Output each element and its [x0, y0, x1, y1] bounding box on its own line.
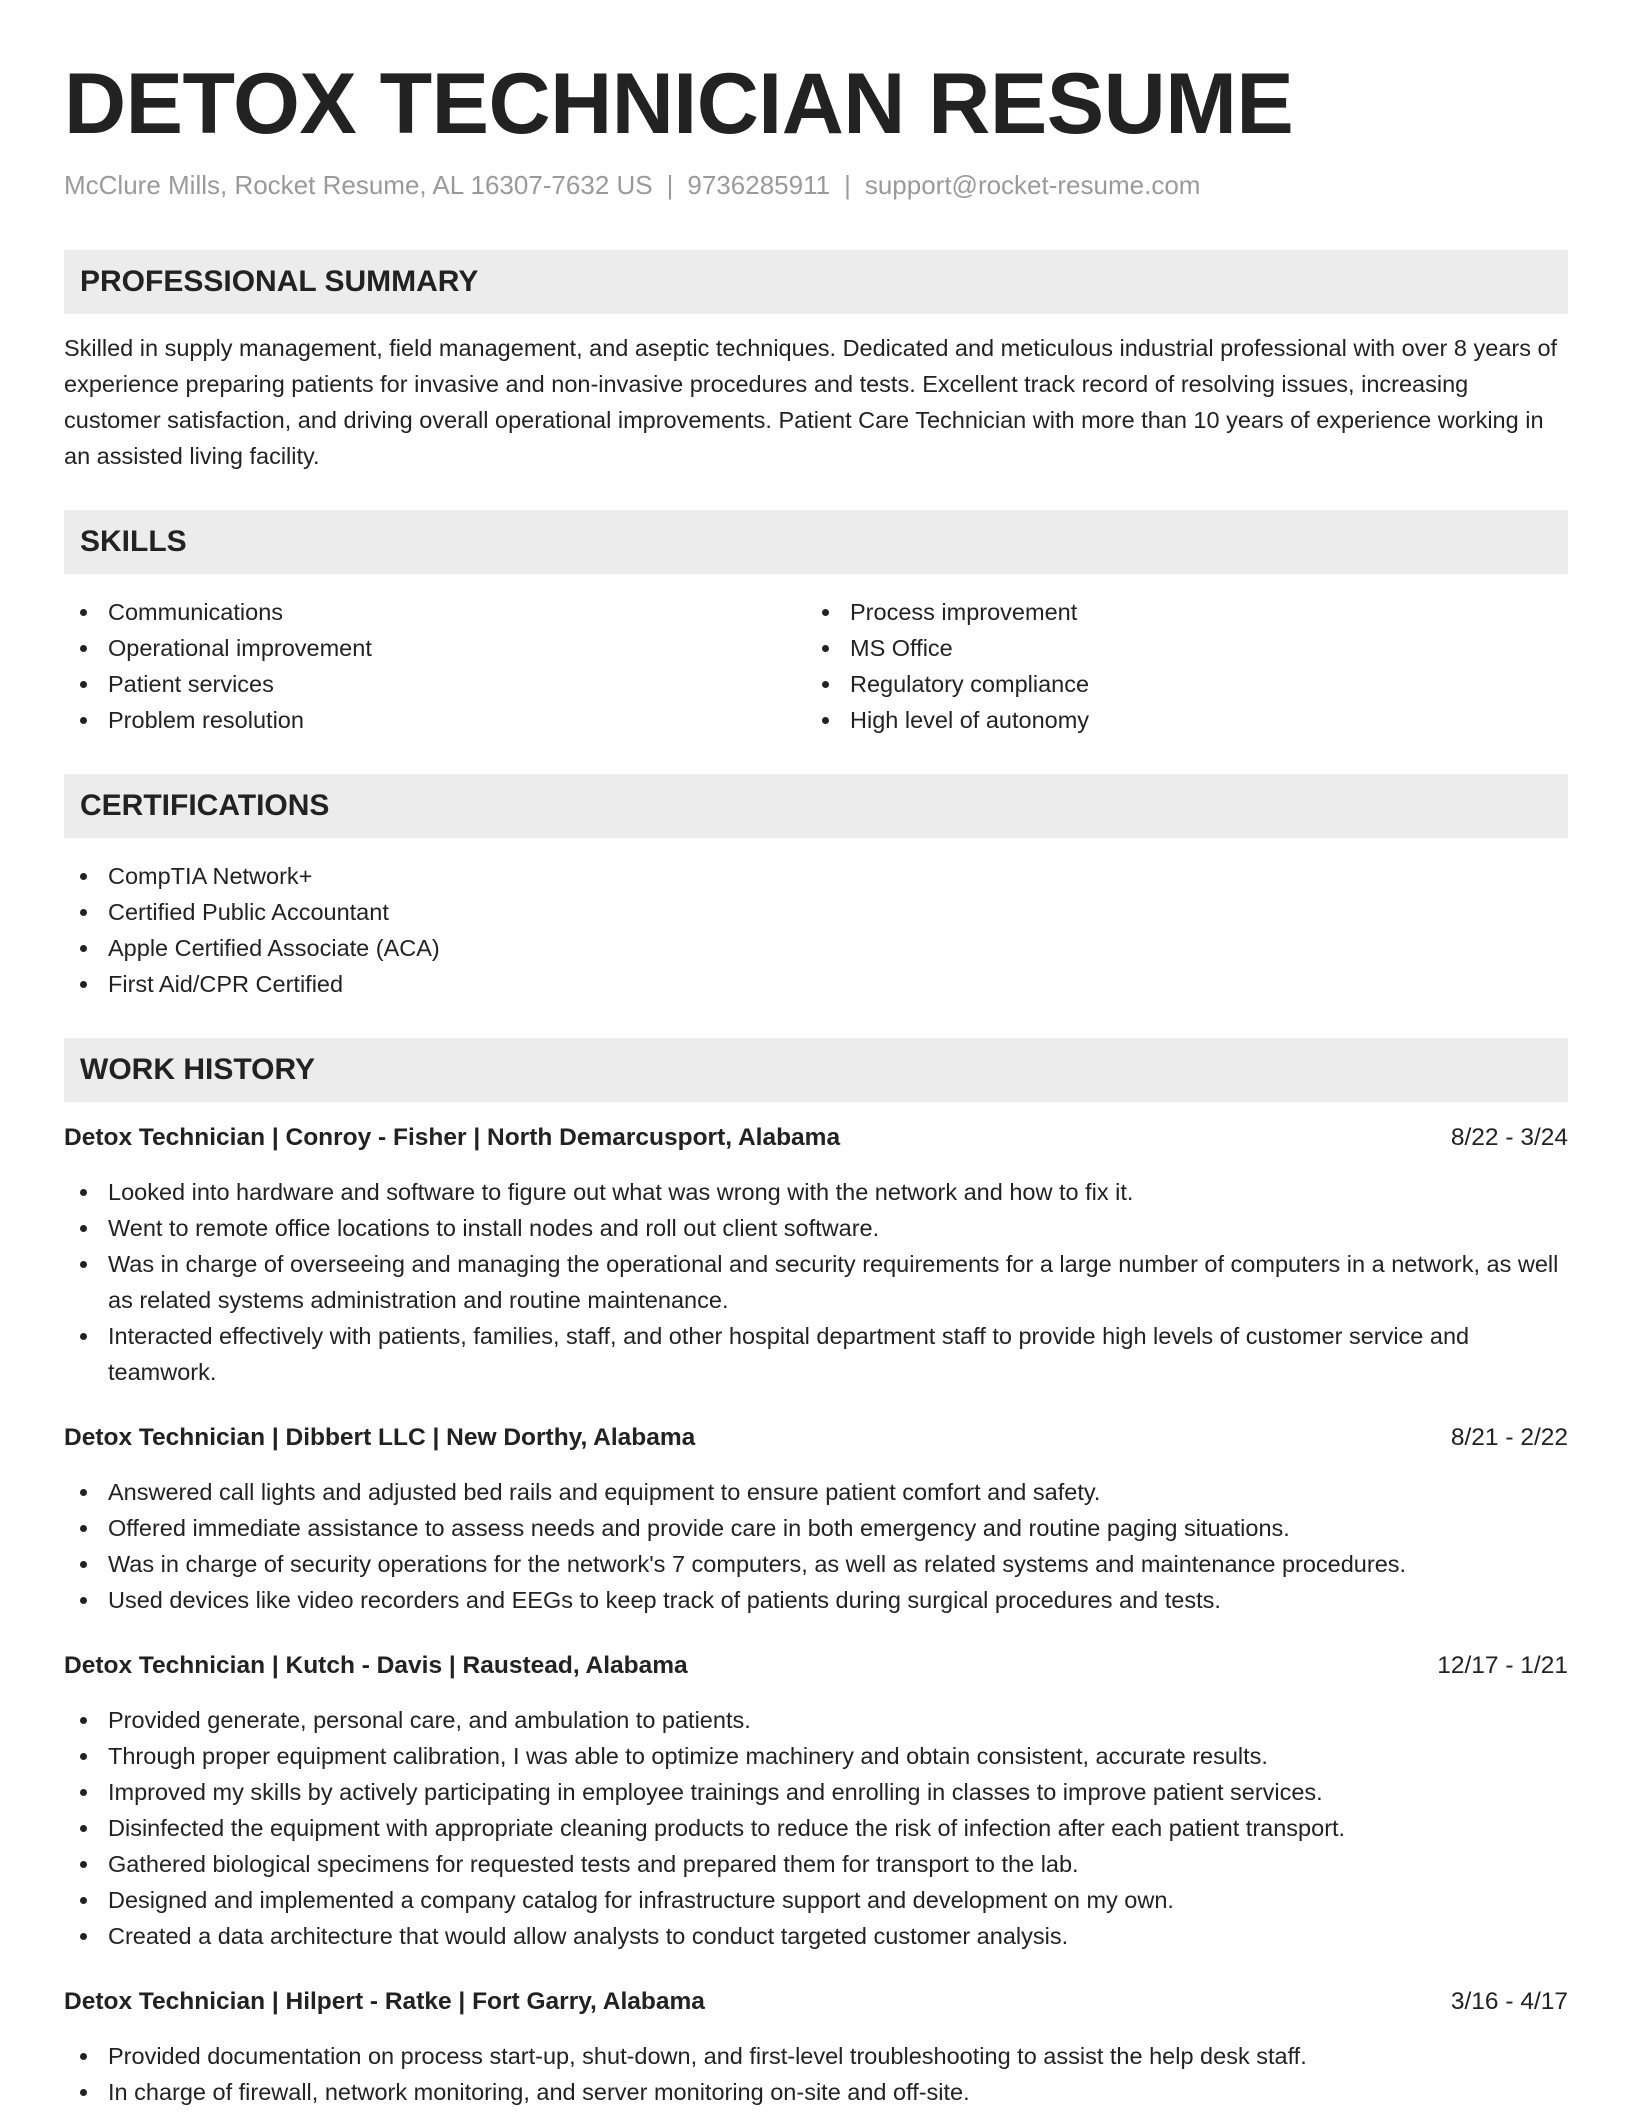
- job-bullet: In charge of firewall, network monitoring, and server monitoring on-site and off-site.: [64, 2074, 1568, 2110]
- job-dates: 8/22 - 3/24: [1450, 1124, 1568, 1151]
- contact-address: McClure Mills, Rocket Resume, AL 16307-7632 US: [64, 170, 653, 200]
- job-bullet: Disinfected the equipment with appropriate cleaning products to reduce the risk of infection after each patient transport.: [64, 1810, 1568, 1846]
- contact-phone: 9736285911: [687, 170, 831, 200]
- section-header-skills: SKILLS: [64, 510, 1568, 574]
- job-entry: [64, 1984, 1568, 2110]
- job-bullets: [64, 1174, 1568, 1390]
- job-dates: 3/16 - 4/17: [1450, 1988, 1568, 2015]
- skill-item: Problem resolution: [64, 702, 806, 738]
- job-bullet: Improved my skills by actively participating in employee trainings and enrolling in classes to improve patient services.: [64, 1774, 1568, 1810]
- job-bullet: Went to remote office locations to install nodes and roll out client software.: [64, 1210, 1568, 1246]
- contact-email[interactable]: support@rocket-resume.com: [864, 170, 1201, 200]
- job-bullet: Provided documentation on process start-up, shut-down, and first-level troubleshooting to assist the help desk staff.: [64, 2038, 1568, 2074]
- summary-text: Skilled in supply management, field management, and aseptic techniques. Dedicated and meticulous industrial professional with over 8 years of experience preparing patients for invasive and non-invasive procedures and tests. Excellent track record of resolving issues, increasing customer satisfaction, and driving overall operational improvements. Patient Care Technician with more than 10 years of experience working in an assisted living facility.: [64, 335, 1558, 469]
- job-bullets: [64, 2038, 1568, 2110]
- job-bullet: Was in charge of overseeing and managing the operational and security requirements for a large number of computers in a network, as well as related systems administration and routine maintenance.: [64, 1246, 1568, 1318]
- certifications-list: [64, 858, 1568, 1002]
- job-dates: 8/21 - 2/22: [1450, 1424, 1568, 1451]
- job-bullet: Provided generate, personal care, and ambulation to patients.: [64, 1702, 1568, 1738]
- certification-item: Certified Public Accountant: [64, 894, 1568, 930]
- job-title: Detox Technician | Kutch - Davis | Raustead, Alabama: [64, 1652, 688, 1679]
- skill-item: Operational improvement: [64, 630, 806, 666]
- job-title: Detox Technician | Dibbert LLC | New Dorthy, Alabama: [64, 1424, 696, 1451]
- job-bullet: Was in charge of security operations for the network's 7 computers, as well as related systems and maintenance procedures.: [64, 1546, 1568, 1582]
- job-bullets: [64, 1474, 1568, 1618]
- section-header-work-history: WORK HISTORY: [64, 1038, 1568, 1102]
- job-bullet: Answered call lights and adjusted bed rails and equipment to ensure patient comfort and safety.: [64, 1474, 1568, 1510]
- job-bullet: Interacted effectively with patients, families, staff, and other hospital department staff to provide high levels of customer service and teamwork.: [64, 1318, 1568, 1390]
- skill-item: Regulatory compliance: [806, 666, 1548, 702]
- skill-item: Communications: [64, 594, 806, 630]
- certification-item: CompTIA Network+: [64, 858, 1568, 894]
- skills-grid: [64, 594, 1568, 738]
- skill-item: High level of autonomy: [806, 702, 1548, 738]
- job-entry: [64, 1648, 1568, 1954]
- job-bullet: Offered immediate assistance to assess needs and provide care in both emergency and routine paging situations.: [64, 1510, 1568, 1546]
- resume-title: DETOX TECHNICIAN RESUME: [64, 56, 1294, 152]
- job-header: [64, 1648, 1568, 1684]
- job-header: [64, 1984, 1568, 2020]
- job-bullet: Looked into hardware and software to figure out what was wrong with the network and how to fix it.: [64, 1174, 1568, 1210]
- skills-column-right: [806, 594, 1548, 738]
- job-entry: [64, 1420, 1568, 1618]
- job-bullet: Designed and implemented a company catalog for infrastructure support and development on my own.: [64, 1882, 1568, 1918]
- certification-item: First Aid/CPR Certified: [64, 966, 1568, 1002]
- contact-line: [64, 168, 1568, 202]
- certification-item: Apple Certified Associate (ACA): [64, 930, 1568, 966]
- job-entry: [64, 1120, 1568, 1390]
- section-header-summary: PROFESSIONAL SUMMARY: [64, 250, 1568, 314]
- job-title: Detox Technician | Conroy - Fisher | North Demarcusport, Alabama: [64, 1124, 841, 1151]
- contact-separator: |: [666, 170, 674, 200]
- job-title: Detox Technician | Hilpert - Ratke | Fort Garry, Alabama: [64, 1988, 705, 2015]
- skill-item: Process improvement: [806, 594, 1548, 630]
- job-dates: 12/17 - 1/21: [1437, 1652, 1568, 1679]
- section-header-certifications: CERTIFICATIONS: [64, 774, 1568, 838]
- skills-column-left: [64, 594, 806, 738]
- skill-item: Patient services: [64, 666, 806, 702]
- contact-separator: |: [844, 170, 851, 200]
- job-header: [64, 1120, 1568, 1156]
- job-bullet: Used devices like video recorders and EEGs to keep track of patients during surgical procedures and tests.: [64, 1582, 1568, 1618]
- job-bullet: Gathered biological specimens for requested tests and prepared them for transport to the lab.: [64, 1846, 1568, 1882]
- job-header: [64, 1420, 1568, 1456]
- skill-item: MS Office: [806, 630, 1548, 666]
- job-bullets: [64, 1702, 1568, 1954]
- job-bullet: Through proper equipment calibration, I was able to optimize machinery and obtain consistent, accurate results.: [64, 1738, 1568, 1774]
- job-bullet: Created a data architecture that would allow analysts to conduct targeted customer analysis.: [64, 1918, 1568, 1954]
